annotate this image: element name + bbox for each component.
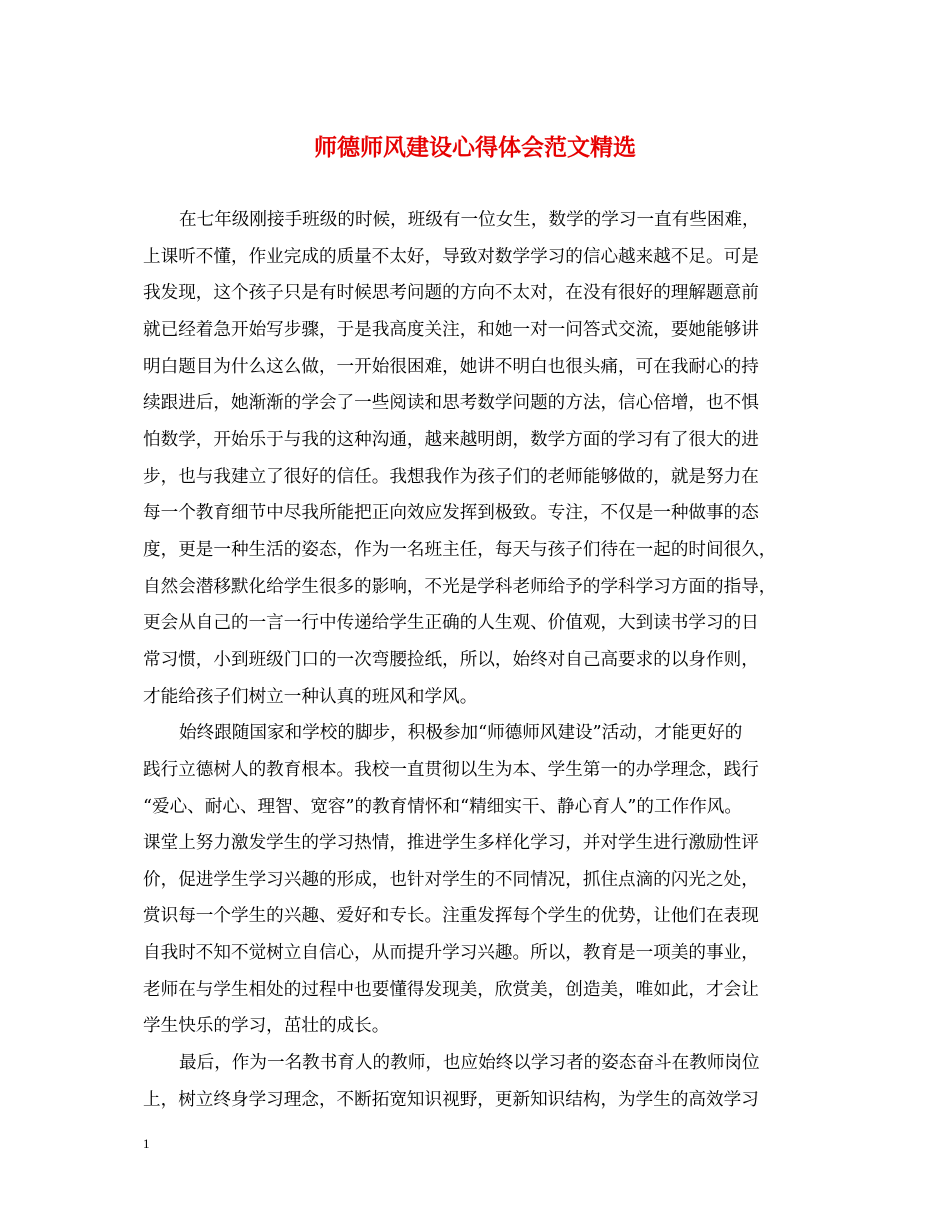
text-line: 就已经着急开始写步骤，于是我高度关注，和她一对一问答式交流，要她能够讲 (143, 319, 759, 340)
text-line: 怕数学，开始乐于与我的这种沟通，越来越明朗，数学方面的学习有了很大的进 (143, 429, 759, 450)
text-line: 才能给孩子们树立一种认真的班风和学风。 (143, 686, 478, 707)
text-line: 课堂上努力激发学生的学习热情，推进学生多样化学习，并对学生进行激励性评 (143, 833, 759, 854)
text-line: 上，树立终身学习理念，不断拓宽知识视野，更新知识结构，为学生的高效学习 (143, 1089, 759, 1110)
text-line: 自然会潜移默化给学生很多的影响，不光是学科老师给予的学科学习方面的指导， (143, 576, 777, 597)
text-line: 步，也与我建立了很好的信任。我想我作为孩子们的老师能够做的，就是努力在 (143, 466, 759, 487)
text-line: 更会从自己的一言一行中传递给学生正确的人生观、价值观，大到读书学习的日 (143, 613, 759, 634)
text-line: 自我时不知不觉树立自信心，从而提升学习兴趣。所以，教育是一项美的事业， (143, 943, 759, 964)
text-line: 价，促进学生学习兴趣的形成，也针对学生的不同情况，抓住点滴的闪光之处， (143, 869, 759, 890)
text-line: 常习惯，小到班级门口的一次弯腰捡纸，所以，始终对自己高要求的以身作则， (143, 649, 759, 670)
text-line: 续跟进后，她渐渐的学会了一些阅读和思考数学问题的方法，信心倍增，也不惧 (143, 393, 759, 414)
text-line: 度，更是一种生活的姿态，作为一名班主任，每天与孩子们待在一起的时间很久， (143, 539, 777, 560)
page-number: 1 (143, 1136, 150, 1151)
document-body (143, 202, 813, 1118)
text-line: 学生快乐的学习，茁壮的成长。 (143, 1016, 390, 1037)
text-line: “爱心、耐心、理智、宽容”的教育情怀和“精细实干、静心育人”的工作作风。 (143, 796, 742, 817)
text-line: 老师在与学生相处的过程中也要懂得发现美，欣赏美，创造美，唯如此，才会让 (143, 979, 759, 1000)
text-line: 在七年级刚接手班级的时候，班级有一位女生，数学的学习一直有些困难， (179, 210, 760, 230)
text-line: 我发现，这个孩子只是有时候思考问题的方向不太对，在没有很好的理解题意前 (143, 283, 759, 304)
text-line: 践行立德树人的教育根本。我校一直贯彻以生为本、学生第一的办学理念，践行 (143, 759, 759, 780)
text-line: 最后，作为一名教书育人的教师，也应始终以学习者的姿态奋斗在教师岗位 (179, 1053, 760, 1074)
text-line: 赏识每一个学生的兴趣、爱好和专长。注重发挥每个学生的优势，让他们在表现 (143, 906, 759, 927)
text-line: 明白题目为什么这么做，一开始很困难，她讲不明白也很头痛，可在我耐心的持 (143, 356, 759, 377)
text-line: 上课听不懂，作业完成的质量不太好，导致对数学学习的信心越来越不足。可是 (143, 246, 759, 267)
text-line: 每一个教育细节中尽我所能把正向效应发挥到极致。专注，不仅是一种做事的态 (143, 503, 759, 524)
document-title: 师德师风建设心得体会范文精选 (314, 134, 636, 161)
text-line: 始终跟随国家和学校的脚步，积极参加“师德师风建设”活动，才能更好的 (179, 723, 743, 744)
